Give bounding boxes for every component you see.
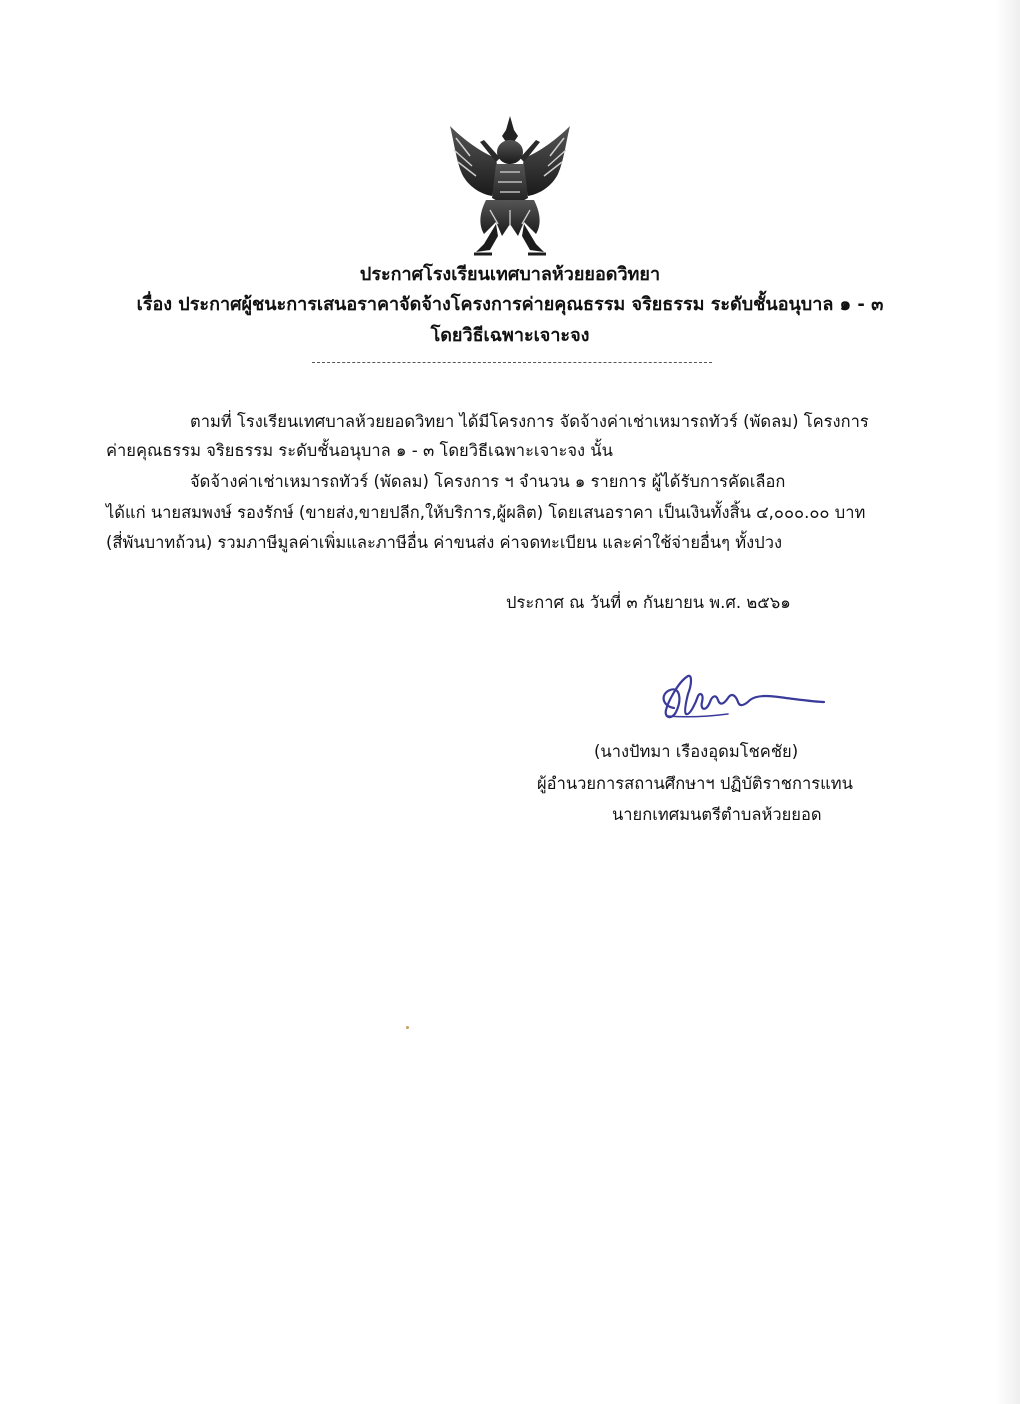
announcement-subject: เรื่อง ประกาศผู้ชนะการเสนอราคาจัดจ้างโครงการค่ายคุณธรรม จริยธรรม ระดับชั้นอนุบาล ๑ - ๓ xyxy=(136,294,884,315)
signatory-name: (นางปัทมา เรืองอุดมโชคชัย) xyxy=(594,742,799,761)
signatory-position-1: ผู้อำนวยการสถานศึกษาฯ ปฏิบัติราชการแทน xyxy=(537,774,853,793)
announcement-date: ประกาศ ณ วันที่ ๓ กันยายน พ.ศ. ๒๕๖๑ xyxy=(506,593,791,612)
paragraph-1-line-2: ค่ายคุณธรรม จริยธรรม ระดับชั้นอนุบาล ๑ - ๓ โดยวิธีเฉพาะเจาะจง นั้น xyxy=(106,441,613,460)
paragraph-2-line-3: (สี่พันบาทถ้วน) รวมภาษีมูลค่าเพิ่มและภาษีอื่น ค่าขนส่ง ค่าจดทะเบียน และค่าใช้จ่ายอื่นๆ ทั้งปวง xyxy=(106,533,783,552)
paragraph-2-line-2: ได้แก่ นายสมพงษ์ รองรักษ์ (ขายส่ง,ขายปลีก,ให้บริการ,ผู้ผลิต) โดยเสนอราคา เป็นเงินทั้งสิ้น ๔,๐๐๐.๐๐ บาท xyxy=(106,503,866,522)
title-divider xyxy=(312,362,712,363)
paragraph-2-line-1: จัดจ้างค่าเช่าเหมารถทัวร์ (พัดลม) โครงการ ฯ จำนวน ๑ รายการ ผู้ได้รับการคัดเลือก xyxy=(190,472,786,491)
announcement-title: ประกาศโรงเรียนเทศบาลห้วยยอดวิทยา xyxy=(359,264,661,285)
garuda-emblem-icon xyxy=(440,112,580,260)
page-edge-shadow xyxy=(996,0,1020,1404)
signatory-position-2: นายกเทศมนตรีตำบลห้วยยอด xyxy=(612,805,822,824)
handwritten-signature xyxy=(652,672,828,728)
scan-speck xyxy=(406,1026,409,1029)
paragraph-1-line-1: ตามที่ โรงเรียนเทศบาลห้วยยอดวิทยา ได้มีโครงการ จัดจ้างค่าเช่าเหมารถทัวร์ (พัดลม) โครงการ xyxy=(190,412,869,431)
procurement-method: โดยวิธีเฉพาะเจาะจง xyxy=(430,325,590,346)
